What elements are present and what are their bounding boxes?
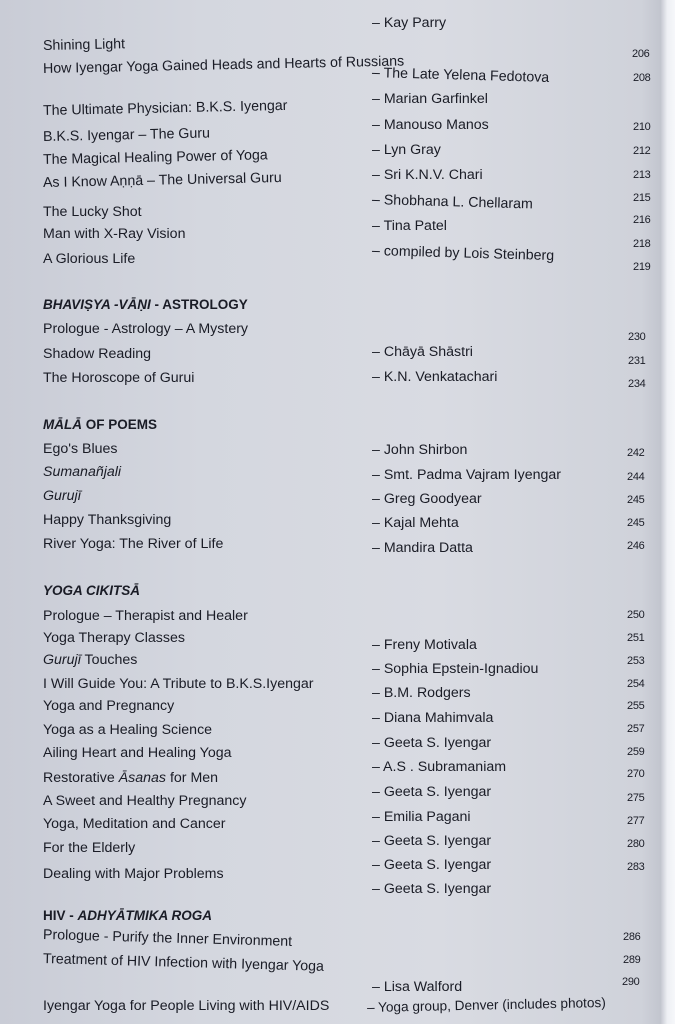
toc-title <box>43 771 218 785</box>
toc-author: – Freny Motivala <box>372 637 477 653</box>
toc-title: B.K.S. Iyengar – The Guru <box>42 125 211 145</box>
toc-author: – A.S . Subramaniam <box>372 759 507 775</box>
toc-page-number: 289 <box>623 954 641 966</box>
toc-title-italic: Gurujī <box>43 488 81 504</box>
toc-title: A Glorious Life <box>43 251 136 267</box>
toc-page-number: 219 <box>633 261 651 273</box>
toc-page-number: 213 <box>633 169 651 181</box>
toc-page-number: 245 <box>627 517 645 529</box>
toc-author: – Geeta S. Iyengar <box>372 857 492 873</box>
toc-page-number: 216 <box>633 214 651 226</box>
toc-author: – Geeta S. Iyengar <box>372 881 492 897</box>
section-heading-english: OF POEMS <box>82 417 158 432</box>
section-heading-cikitsa <box>43 583 140 598</box>
toc-author: – Sri K.N.V. Chari <box>372 167 483 183</box>
toc-author: – Kay Parry <box>372 15 447 31</box>
section-heading-english: HIV - <box>43 908 78 923</box>
toc-author: – Shobhana L. Chellaram <box>371 192 534 213</box>
toc-page-number: 251 <box>627 632 645 644</box>
toc-author: – Lisa Walford <box>372 979 463 995</box>
toc-page-number: 244 <box>627 471 645 483</box>
toc-title: The Lucky Shot <box>43 204 142 220</box>
toc-page-number: 259 <box>627 746 645 758</box>
toc-author: – Lyn Gray <box>372 142 441 158</box>
toc-page-number: 254 <box>627 678 645 690</box>
toc-title: Shining Light <box>42 36 126 54</box>
section-heading-sanskrit: ADHYĀTMIKA ROGA <box>77 908 213 923</box>
toc-author: – Mandira Datta <box>372 540 473 556</box>
toc-page-number: 212 <box>633 145 651 157</box>
toc-title: Yoga Therapy Classes <box>43 630 185 646</box>
section-heading-sanskrit: BHAVIṢYA -VĀṆI <box>43 297 151 312</box>
toc-page-number: 286 <box>623 931 641 943</box>
toc-title: A Sweet and Healthy Pregnancy <box>43 793 247 809</box>
toc-title: Prologue – Therapist and Healer <box>43 608 248 624</box>
toc-title: Prologue - Astrology – A Mystery <box>43 321 249 337</box>
toc-title-italic: Āsanas <box>118 770 167 786</box>
toc-title: Yoga as a Healing Science <box>43 722 213 738</box>
section-heading-poems <box>43 417 157 432</box>
toc-page-number: 208 <box>633 72 651 84</box>
toc-title: As I Know Aṇṇā – The Universal Guru <box>42 170 282 191</box>
toc-title <box>43 653 137 667</box>
toc-page-number: 231 <box>628 355 646 367</box>
toc-page-number: 275 <box>627 792 645 804</box>
toc-author: – Diana Mahimvala <box>372 710 494 726</box>
toc-title <box>43 489 81 503</box>
toc-page-number: 257 <box>627 723 645 735</box>
toc-page-number: 234 <box>628 378 646 390</box>
toc-title: Prologue - Purify the Inner Environment <box>42 927 293 950</box>
toc-page-number: 283 <box>627 861 645 873</box>
toc-title: River Yoga: The River of Life <box>43 536 224 552</box>
toc-page-number: 245 <box>627 494 645 506</box>
toc-page-number: 230 <box>628 331 646 343</box>
page-edge <box>661 0 675 1024</box>
toc-author: – Geeta S. Iyengar <box>372 833 492 849</box>
section-heading-sanskrit: MĀLĀ <box>43 417 82 432</box>
toc-title: Dealing with Major Problems <box>43 866 224 882</box>
toc-author: – Chāyā Shāstri <box>372 344 473 360</box>
toc-title: Ego's Blues <box>43 441 118 457</box>
toc-page-number: 277 <box>627 815 645 827</box>
toc-page-number: 250 <box>627 609 645 621</box>
toc-author: – Marian Garfinkel <box>372 91 488 107</box>
toc-title-rest: Restorative <box>43 770 119 786</box>
toc-title: The Magical Healing Power of Yoga <box>42 147 268 168</box>
toc-title: Happy Thanksgiving <box>43 512 172 528</box>
toc-author: – Smt. Padma Vajram Iyengar <box>372 467 561 483</box>
toc-page-number: 290 <box>622 976 640 988</box>
section-heading-sanskrit: YOGA CIKITSĀ <box>43 583 141 598</box>
toc-page-number: 215 <box>633 192 651 204</box>
toc-author: – Sophia Epstein-Ignadiou <box>372 661 539 677</box>
toc-title: The Ultimate Physician: B.K.S. Iyengar <box>42 97 288 119</box>
section-heading-english: - ASTROLOGY <box>150 297 248 312</box>
toc-author: – Greg Goodyear <box>372 491 482 507</box>
toc-title: For the Elderly <box>43 840 136 856</box>
toc-title: The Horoscope of Gurui <box>43 370 195 386</box>
toc-author: – John Shirbon <box>372 442 468 458</box>
toc-title: Iyengar Yoga for People Living with HIV/AIDS <box>43 998 330 1014</box>
toc-title-rest: for Men <box>166 770 219 786</box>
toc-page-number: 246 <box>627 540 645 552</box>
section-heading-hiv <box>43 908 212 923</box>
toc-author: – B.M. Rodgers <box>372 685 471 701</box>
toc-title: I Will Guide You: A Tribute to B.K.S.Iyengar <box>43 676 314 692</box>
toc-page-number: 210 <box>633 121 651 133</box>
toc-title: Yoga, Meditation and Cancer <box>43 816 226 832</box>
toc-page-number: 253 <box>627 655 645 667</box>
toc-author: – Geeta S. Iyengar <box>372 784 492 800</box>
toc-author: – The Late Yelena Fedotova <box>371 65 550 86</box>
toc-page-number: 255 <box>627 700 645 712</box>
toc-page-number: 242 <box>627 447 645 459</box>
toc-title-italic: Sumanañjali <box>43 464 122 480</box>
toc-page-number: 206 <box>632 48 650 60</box>
toc-title: Ailing Heart and Healing Yoga <box>43 745 232 761</box>
toc-title: Treatment of HIV Infection with Iyengar Yoga <box>42 951 325 975</box>
toc-title <box>43 54 404 76</box>
section-heading-astrology <box>43 297 248 312</box>
toc-author: – Yoga group, Denver (includes photos) <box>366 995 606 1015</box>
toc-title-italic: Gurujī <box>43 652 81 668</box>
toc-title-rest: Touches <box>84 652 138 668</box>
toc-title: Man with X-Ray Vision <box>43 226 186 242</box>
toc-title <box>43 465 121 479</box>
toc-page-number: 218 <box>633 238 651 250</box>
toc-title: Shadow Reading <box>43 346 152 362</box>
toc-page-number: 270 <box>627 768 645 780</box>
toc-author: – compiled by Lois Steinberg <box>371 243 555 265</box>
toc-author: – Geeta S. Iyengar <box>372 735 492 751</box>
toc-title-text: How Iyengar Yoga Gained Heads and Hearts of Russians <box>42 53 405 77</box>
toc-author: – Kajal Mehta <box>372 515 459 531</box>
toc-author: – Emilia Pagani <box>372 809 471 825</box>
toc-author: – Tina Patel <box>372 218 447 234</box>
toc-author: – K.N. Venkatachari <box>372 369 498 385</box>
toc-author: – Manouso Manos <box>372 117 489 133</box>
toc-title: Yoga and Pregnancy <box>43 698 175 714</box>
toc-page-number: 280 <box>627 838 645 850</box>
